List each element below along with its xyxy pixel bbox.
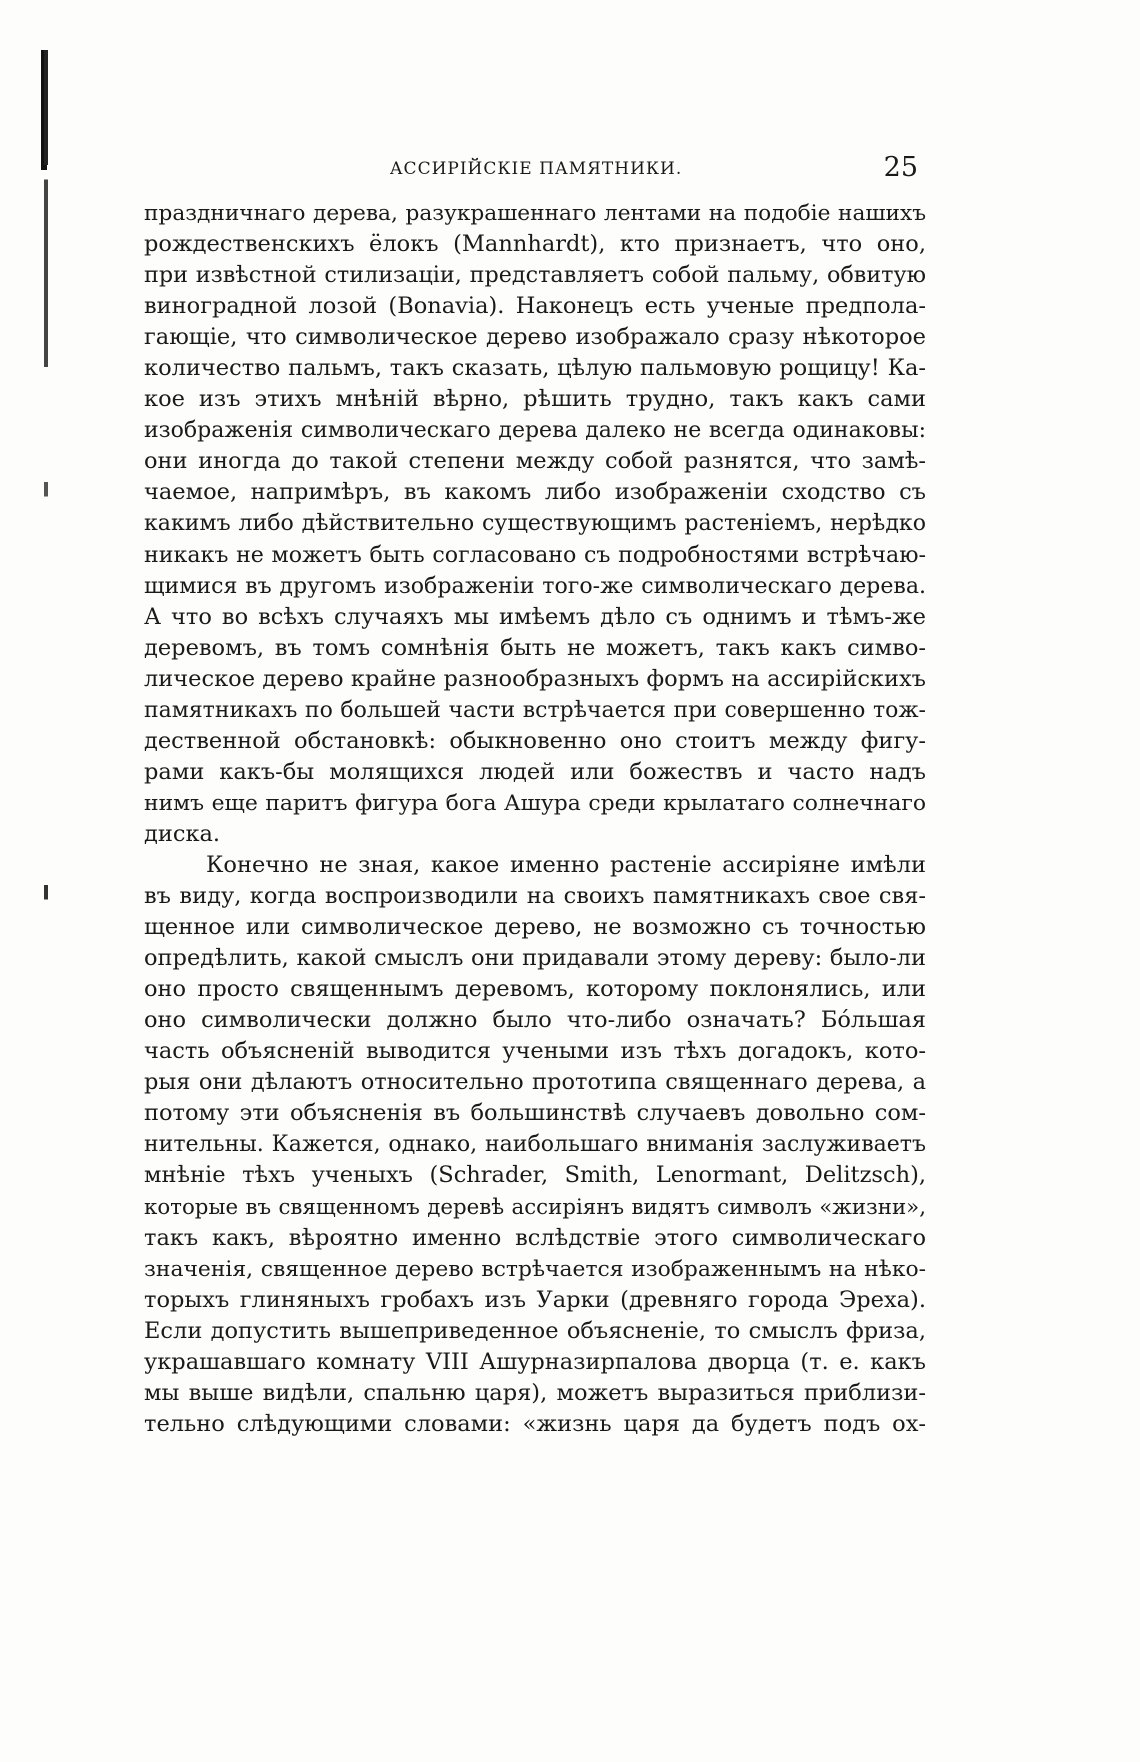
text-line: мнѣніе тѣхъ ученыхъ (Schrader, Smith, Lenormant, Delitzsch), (144, 1162, 926, 1189)
text-line: значенія, священное дерево встрѣчается изображеннымъ на нѣко- (144, 1256, 926, 1282)
text-line: такъ какъ, вѣроятно именно вслѣдствіе этого символическаго (144, 1224, 926, 1251)
scan-edge-marks (44, 50, 48, 1490)
text-line: въ виду, когда воспроизводили на своихъ памятникахъ свое свя- (144, 883, 926, 910)
text-line: никакъ не можетъ быть согласовано съ подробностями встрѣчаю- (144, 541, 926, 568)
text-line: виноградной лозой (Bonavia). Наконецъ есть ученые предпола- (144, 293, 926, 320)
text-line: деревомъ, въ томъ сомнѣнія быть не можетъ, такъ какъ симво- (144, 634, 926, 661)
text-line: диска. (144, 820, 221, 847)
page-header (140, 152, 932, 183)
text-line: памятникахъ по большей части встрѣчается при совершенно тож- (144, 697, 926, 723)
running-title: АССИРІЙСКІЕ ПАМЯТНИКИ. (389, 159, 683, 179)
paragraph-2 (144, 850, 926, 1440)
text-line: рождественскихъ ёлокъ (Mannhardt), кто признаетъ, что оно, (144, 231, 926, 258)
text-line: Если допустить вышеприведенное объясненіе, то смыслъ фриза, (144, 1317, 926, 1344)
text-line: нительны. Кажется, однако, наибольшаго вниманія заслуживаетъ (144, 1132, 926, 1158)
text-line: опредѣлить, какой смыслъ они придавали этому дереву: было-ли (144, 945, 926, 972)
text-line: какимъ либо дѣйствительно существующимъ растеніемъ, нерѣдко (144, 511, 926, 537)
text-line: Конечно не зная, какое именно растеніе ассиріяне имѣли (206, 851, 926, 878)
text-line: чаемое, напримѣръ, въ какомъ либо изображеніи сходство съ (144, 479, 926, 506)
text-line: А что во всѣхъ случаяхъ мы имѣемъ дѣло съ однимъ и тѣмъ-же (144, 603, 926, 630)
text-line: оно просто священнымъ деревомъ, которому поклонялись, или (144, 976, 926, 1003)
text-line: торыхъ глиняныхъ гробахъ изъ Уарки (древняго города Эреха). (144, 1286, 926, 1313)
text-line: изображенія символическаго дерева далеко не всегда одинаковы: (144, 418, 926, 444)
text-line: щенное или символическое дерево, не возможно съ точностью (144, 914, 926, 941)
text-line: лическое дерево крайне разнообразныхъ формъ на ассирійскихъ (144, 665, 926, 692)
text-line: дественной обстановкѣ: обыкновенно оно стоитъ между фигу- (144, 727, 926, 754)
body-text (144, 198, 926, 1440)
text-line: рами какъ-бы молящихся людей или божествъ и часто надъ (144, 758, 926, 785)
text-line: мы выше видѣли, спальню царя), можетъ выразиться приблизи- (144, 1379, 926, 1406)
text-line: количество пальмъ, такъ сказать, цѣлую пальмовую рощицу! Ка- (144, 355, 926, 382)
text-line: тельно слѣдующими словами: «жизнь царя да будетъ подъ ох- (144, 1410, 926, 1437)
text-line: при извѣстной стилизаціи, представляетъ собой пальму, обвитую (144, 262, 926, 289)
text-line: нимъ еще паритъ фигура бога Ашура среди крылатаго солнечнаго (144, 790, 926, 816)
text-line: они иногда до такой степени между собой разнятся, что замѣ- (144, 448, 926, 475)
text-line: рыя они дѣлаютъ относительно прототипа священнаго дерева, а (144, 1069, 926, 1096)
text-line: праздничнаго дерева, разукрашеннаго лентами на подобіе нашихъ (144, 201, 926, 226)
page-number: 25 (883, 152, 918, 183)
paragraph-1 (144, 198, 926, 850)
text-line: кое изъ этихъ мнѣній вѣрно, рѣшить трудно, такъ какъ сами (144, 386, 926, 413)
text-line: щимися въ другомъ изображеніи того-же символическаго дерева. (144, 572, 926, 599)
text-line: украшавшаго комнату VIII Ашурназирпалова дворца (т. е. какъ (144, 1348, 926, 1375)
text-line: оно символически должно было что-либо означать? Бóльшая (144, 1007, 926, 1034)
text-line: которые въ священномъ деревѣ ассиріянъ видятъ символъ «жизни», (144, 1194, 926, 1220)
text-line: потому эти объясненія въ большинствѣ случаевъ довольно сом- (144, 1100, 926, 1127)
text-line: часть объясненій выводится учеными изъ тѣхъ догадокъ, кото- (144, 1038, 926, 1065)
text-line: гающіе, что символическое дерево изображало сразу нѣкоторое (144, 324, 926, 351)
